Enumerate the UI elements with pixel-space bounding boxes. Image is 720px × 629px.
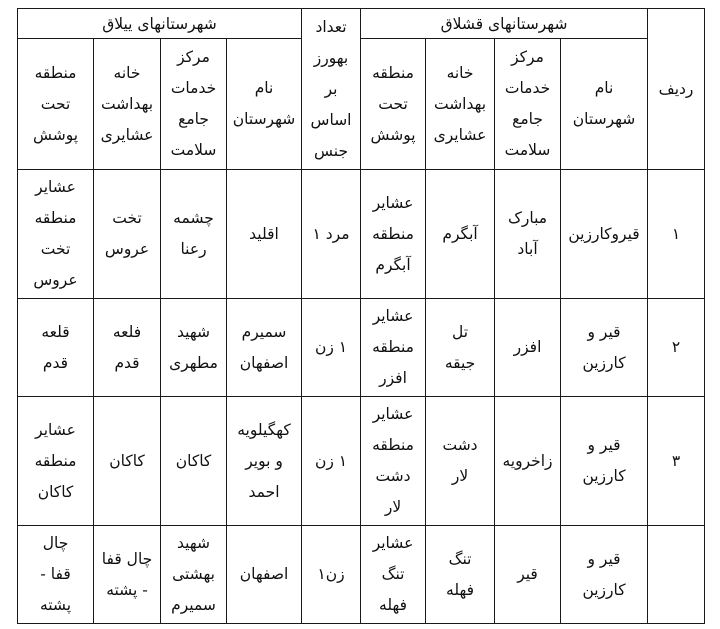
- winter-health-center: مبارک آباد: [495, 170, 561, 299]
- header-summer-covered-area: منطقه تحت پوشش: [18, 39, 94, 170]
- summer-health-house: چال قفا - پشته: [94, 526, 161, 624]
- summer-covered-area: چال قفا - پشته: [18, 526, 94, 624]
- summer-county: اصفهان: [227, 526, 302, 624]
- winter-health-house: دشت لار: [426, 397, 495, 526]
- summer-health-center: شهید بهشتی سمیرم: [161, 526, 227, 624]
- winter-county: قیر و کارزین: [561, 397, 648, 526]
- winter-health-center: زاخرویه: [495, 397, 561, 526]
- summer-county: کهگیلویه و بویر احمد: [227, 397, 302, 526]
- health-worker-count: ۱ زن: [302, 397, 361, 526]
- header-winter-covered-area: منطقه تحت پوشش: [361, 39, 426, 170]
- winter-county: قیر و کارزین: [561, 526, 648, 624]
- health-worker-count: مرد ۱: [302, 170, 361, 299]
- health-worker-count: زن۱: [302, 526, 361, 624]
- table-row: [18, 170, 705, 299]
- winter-covered-area: عشایر منطقه آبگرم: [361, 170, 426, 299]
- winter-covered-area: عشایر منطقه افزر: [361, 299, 426, 397]
- row-number: ۳: [648, 397, 705, 526]
- header-winter-county-name: نام شهرستان: [561, 39, 648, 170]
- winter-covered-area: عشایر تنگ فهله: [361, 526, 426, 624]
- summer-covered-area: قلعه قدم: [18, 299, 94, 397]
- header-health-worker-count: تعداد بهورز بر اساس جنس: [302, 9, 361, 170]
- winter-health-center: قیر: [495, 526, 561, 624]
- summer-health-house: تخت عروس: [94, 170, 161, 299]
- row-number: ۲: [648, 299, 705, 397]
- summer-health-center: چشمه رعنا: [161, 170, 227, 299]
- header-winter-health-center: مرکز خدمات جامع سلامت: [495, 39, 561, 170]
- table-row: [18, 526, 705, 624]
- health-worker-count: ۱ زن: [302, 299, 361, 397]
- header-winter-health-house: خانه بهداشت عشایری: [426, 39, 495, 170]
- header-summer-health-center: مرکز خدمات جامع سلامت: [161, 39, 227, 170]
- winter-covered-area: عشایر منطقه دشت لار: [361, 397, 426, 526]
- tribal-health-table: [17, 8, 705, 624]
- header-group-row: [18, 9, 705, 39]
- table-row: [18, 397, 705, 526]
- winter-health-house: تنگ فهله: [426, 526, 495, 624]
- summer-covered-area: عشایر منطقه کاکان: [18, 397, 94, 526]
- winter-county: قیر و کارزین: [561, 299, 648, 397]
- summer-health-house: کاکان: [94, 397, 161, 526]
- header-row-number: ردیف: [648, 9, 705, 170]
- winter-county: قیروکارزین: [561, 170, 648, 299]
- summer-health-center: شهید مطهری: [161, 299, 227, 397]
- summer-county: سمیرم اصفهان: [227, 299, 302, 397]
- header-summer-county-name: نام شهرستان: [227, 39, 302, 170]
- summer-health-house: فلعه قدم: [94, 299, 161, 397]
- row-number: ۱: [648, 170, 705, 299]
- row-number: [648, 526, 705, 624]
- winter-health-house: تل جیقه: [426, 299, 495, 397]
- table-row: [18, 299, 705, 397]
- summer-covered-area: عشایر منطقه تخت عروس: [18, 170, 94, 299]
- summer-county: اقلید: [227, 170, 302, 299]
- summer-health-center: کاکان: [161, 397, 227, 526]
- header-sub-row: [18, 39, 705, 170]
- header-summer-health-house: خانه بهداشت عشایری: [94, 39, 161, 170]
- header-winter-counties: شهرستانهای قشلاق: [361, 9, 648, 39]
- header-summer-counties: شهرستانهای ییلاق: [18, 9, 302, 39]
- winter-health-center: افزر: [495, 299, 561, 397]
- winter-health-house: آبگرم: [426, 170, 495, 299]
